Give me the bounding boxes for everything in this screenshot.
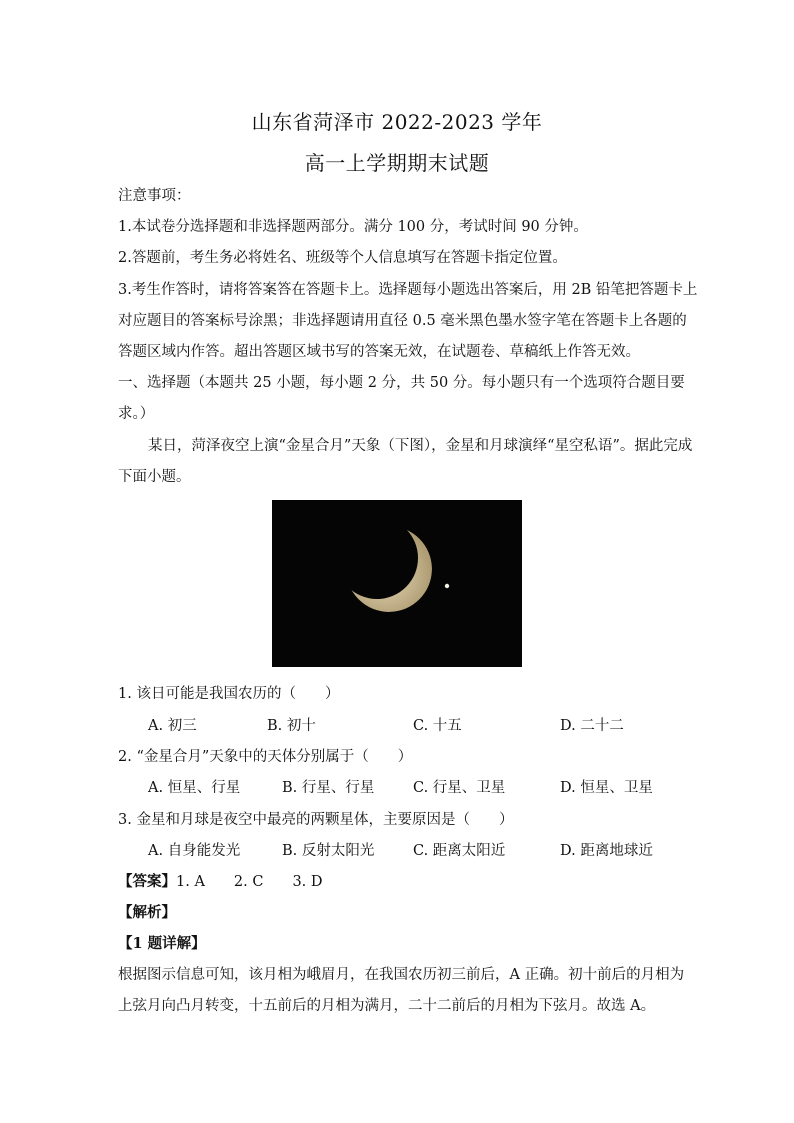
question-2-option-d: D. 恒星、卫星 bbox=[560, 780, 653, 796]
question-1-stem: 1. 该日可能是我国农历的（ ） bbox=[118, 686, 340, 702]
analysis-text-line-2: 上弦月向凸月转变，十五前后的月相为满月，二十二前后的月相为下弦月。故选 A。 bbox=[118, 998, 656, 1014]
exam-subtitle: 高一上学期期末试题 bbox=[304, 151, 490, 175]
question-3-option-c: C. 距离太阳近 bbox=[413, 843, 506, 859]
moon-photo-graphic bbox=[272, 500, 522, 667]
question-2-option-b: B. 行星、行星 bbox=[282, 780, 375, 796]
analysis-subheading-1: 【1 题详解】 bbox=[118, 935, 206, 952]
exam-title: 山东省菏泽市 2022-2023 学年 bbox=[251, 110, 543, 134]
question-1-option-c: C. 十五 bbox=[413, 718, 462, 734]
question-1-option-d: D. 二十二 bbox=[560, 718, 624, 734]
question-1-option-a: A. 初三 bbox=[148, 718, 197, 734]
question-2-option-a: A. 恒星、行星 bbox=[148, 780, 241, 796]
analysis-text-line-1: 根据图示信息可知，该月相为峨眉月，在我国农历初三前后，A 正确。初十前后的月相为 bbox=[118, 967, 685, 983]
passage-line-2: 下面小题。 bbox=[118, 469, 191, 485]
section-heading-line-2: 求。） bbox=[118, 406, 155, 422]
answer-row bbox=[118, 872, 678, 892]
notice-heading: 注意事项： bbox=[118, 188, 191, 204]
crescent-moon bbox=[346, 526, 432, 612]
question-3-option-a: A. 自身能发光 bbox=[148, 843, 241, 859]
question-2-stem: 2. “金星合月”天象中的天体分别属于（ ） bbox=[118, 749, 413, 765]
venus-point bbox=[445, 584, 449, 588]
passage-line-1: 某日，菏泽夜空上演“金星合月”天象（下图），金星和月球演绎“星空私语”。据此完成 bbox=[148, 438, 693, 454]
question-2-option-c: C. 行星、卫星 bbox=[413, 780, 506, 796]
section-heading-line-1: 一、选择题（本题共 25 小题，每小题 2 分，共 50 分。每小题只有一个选项符合题目要 bbox=[118, 375, 685, 391]
question-3-option-d: D. 距离地球近 bbox=[560, 843, 653, 859]
question-3-option-b: B. 反射太阳光 bbox=[282, 843, 375, 859]
question-1-option-b: B. 初十 bbox=[267, 718, 316, 734]
notice-item-3-line-1: 3.考生作答时，请将答案答在答题卡上。选择题每小题选出答案后，用 2B 铅笔把答题卡上 bbox=[118, 282, 698, 298]
answer-label: 【答案】 bbox=[118, 873, 176, 890]
analysis-label: 【解析】 bbox=[118, 904, 176, 921]
notice-item-3-line-2: 对应题目的答案标号涂黑；非选择题请用直径 0.5 毫米黑色墨水签字笔在答题卡上各题的 bbox=[118, 313, 687, 329]
answer-values: 1. A 2. C 3. D bbox=[176, 874, 323, 890]
question-3-stem: 3. 金星和月球是夜空中最亮的两颗星体，主要原因是（ ） bbox=[118, 812, 514, 828]
notice-item-3-line-3: 答题区域内作答。超出答题区域书写的答案无效，在试题卷、草稿纸上作答无效。 bbox=[118, 344, 640, 360]
notice-item-1: 1.本试卷分选择题和非选择题两部分。满分 100 分，考试时间 90 分钟。 bbox=[118, 219, 588, 235]
notice-item-2: 2.答题前，考生务必将姓名、班级等个人信息填写在答题卡指定位置。 bbox=[118, 250, 567, 266]
crescent-moon-venus-photo bbox=[272, 500, 522, 667]
